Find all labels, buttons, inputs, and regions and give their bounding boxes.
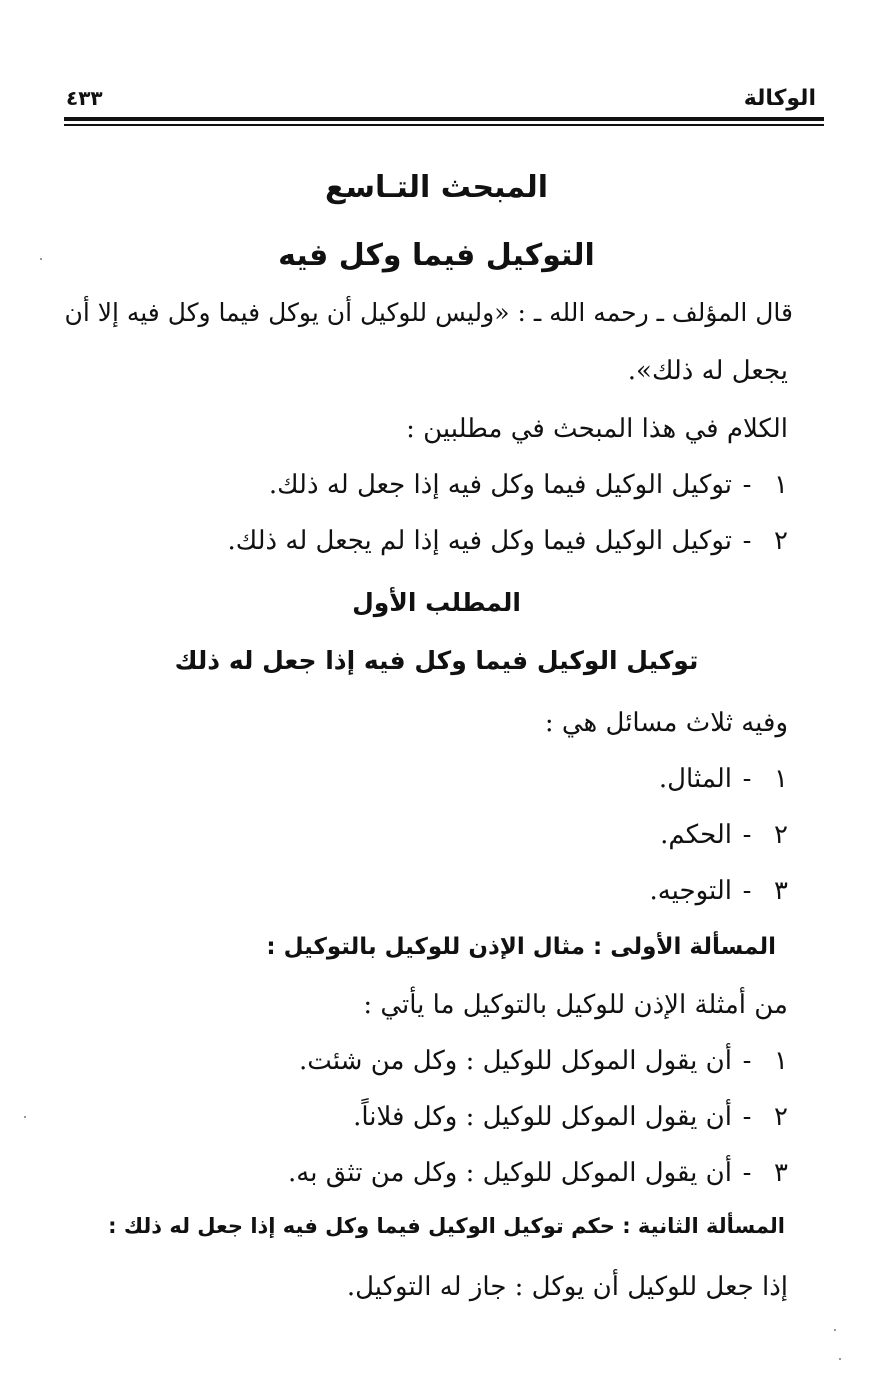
dash: - [742,764,752,794]
running-title: الوكالة [743,86,816,111]
section-item-3-text: التوجيه. [649,876,732,906]
section-item-3 [649,876,788,907]
issue-1-item-3-text: أن يقول الموكل للوكيل : وكل من تثق به. [287,1158,732,1188]
chapter-title: المبحث التـاسع [324,170,549,205]
issue-2-heading: المسألة الثانية : حكم توكيل الوكيل فيما وكل فيه إذا جعل له ذلك : [108,1214,785,1238]
scan-speck [24,1116,26,1118]
dash: - [742,1102,752,1132]
scan-speck [40,258,42,260]
section-item-3-number: ٣ [774,876,788,906]
section-lead: وفيه ثلاث مسائل هي : [544,708,788,738]
section-item-2 [660,820,788,851]
intro-line-1: قال المؤلف ـ رحمه الله ـ : «وليس للوكيل أن يوكل فيما وكل فيه إلا أن [64,298,793,327]
dash: - [742,526,752,556]
issue-2-text: إذا جعل للوكيل أن يوكل : جاز له التوكيل. [346,1272,788,1302]
issue-1-item-1-text: أن يقول الموكل للوكيل : وكل من شئت. [299,1046,732,1076]
scan-speck [839,1358,841,1360]
outline-item-1 [269,470,788,501]
outline-lead: الكلام في هذا المبحث في مطلبين : [406,414,788,444]
outline-item-1-number: ١ [774,470,788,500]
issue-1-item-3 [288,1158,788,1189]
dash: - [742,470,752,500]
header-rule-thin [64,124,824,126]
issue-1-heading: المسألة الأولى : مثال الإذن للوكيل بالتوكيل : [266,934,776,960]
dash: - [742,1046,752,1076]
issue-1-item-2-number: ٢ [774,1102,788,1132]
issue-1-lead: من أمثلة الإذن للوكيل بالتوكيل ما يأتي : [363,990,788,1020]
page-number: ٤٣٣ [66,86,103,110]
section-item-1-text: المثال. [658,764,732,794]
section-subtitle: توكيل الوكيل فيما وكل فيه إذا جعل له ذلك [174,646,699,675]
outline-item-2 [227,526,788,557]
dash: - [742,820,752,850]
outline-item-2-text: توكيل الوكيل فيما وكل فيه إذا لم يجعل له ذلك. [227,526,732,556]
issue-1-item-1 [299,1046,788,1077]
section-item-2-number: ٢ [774,820,788,850]
section-item-2-text: الحكم. [660,820,732,850]
header-rule-thick [64,117,824,121]
running-header [64,86,824,116]
issue-1-item-3-number: ٣ [774,1158,788,1188]
issue-1-item-2 [353,1102,788,1133]
section-title: المطلب الأول [352,588,521,617]
outline-item-2-number: ٢ [774,526,788,556]
dash: - [742,1158,752,1188]
intro-line-2: يجعل له ذلك». [627,356,788,386]
section-item-1 [659,764,788,795]
outline-item-1-text: توكيل الوكيل فيما وكل فيه إذا جعل له ذلك. [268,470,732,500]
section-item-1-number: ١ [774,764,788,794]
issue-1-item-1-number: ١ [774,1046,788,1076]
chapter-subtitle: التوكيل فيما وكل فيه [278,238,595,273]
scan-speck [834,1329,836,1331]
dash: - [742,876,752,906]
issue-1-item-2-text: أن يقول الموكل للوكيل : وكل فلاناً. [353,1102,732,1132]
